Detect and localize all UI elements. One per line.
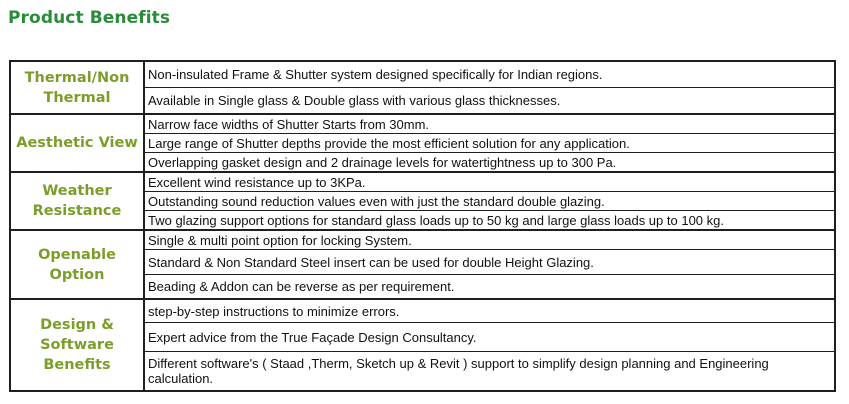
- benefit-row: Non-insulated Frame & Shutter system designed specifically for Indian regions.: [148, 67, 603, 82]
- benefit-rows: [145, 231, 834, 298]
- benefit-group: [11, 171, 834, 229]
- category-design-software: Design & Software Benefits: [11, 300, 145, 390]
- benefit-row: Standard & Non Standard Steel insert can be used for double Height Glazing.: [145, 249, 834, 274]
- benefit-rows: [145, 300, 834, 390]
- benefit-group: [11, 113, 834, 171]
- benefit-row: Available in Single glass & Double glass with various glass thicknesses.: [145, 87, 834, 113]
- benefit-row: Two glazing support options for standard glass loads up to 50 kg and large glass loads up to 100 kg.: [145, 210, 834, 229]
- benefit-row: Expert advice from the True Façade Design Consultancy.: [145, 322, 834, 351]
- benefit-row: Beading & Addon can be reverse as per requirement.: [145, 274, 834, 298]
- benefit-group: [11, 229, 834, 298]
- benefit-row: Different software's ( Staad ,Therm, Sketch up & Revit ) support to simplify design planning and Engineering calculation.: [145, 351, 834, 390]
- benefit-group: [11, 298, 834, 390]
- benefits-table: [9, 60, 836, 392]
- benefit-rows: [145, 173, 834, 229]
- category-aesthetic: Aesthetic View: [11, 115, 145, 171]
- category-openable: Openable Option: [11, 231, 145, 298]
- benefit-row: Single & multi point option for locking System.: [148, 232, 412, 248]
- benefit-row: Narrow face widths of Shutter Starts from 30mm.: [148, 116, 430, 132]
- benefit-rows: [145, 62, 834, 113]
- benefit-row: Large range of Shutter depths provide the most efficient solution for any application.: [145, 133, 834, 152]
- benefit-rows: [145, 115, 834, 171]
- benefit-row: Outstanding sound reduction values even with just the standard double glazing.: [145, 191, 834, 210]
- benefit-row: Excellent wind resistance up to 3KPa.: [148, 174, 366, 190]
- benefit-row: Overlapping gasket design and 2 drainage levels for watertightness up to 300 Pa.: [145, 152, 834, 171]
- category-weather: Weather Resistance: [11, 173, 145, 229]
- benefit-row: step-by-step instructions to minimize errors.: [148, 303, 400, 319]
- page-title: Product Benefits: [8, 8, 171, 28]
- category-thermal: Thermal/Non Thermal: [11, 62, 145, 113]
- benefit-group: [11, 62, 834, 113]
